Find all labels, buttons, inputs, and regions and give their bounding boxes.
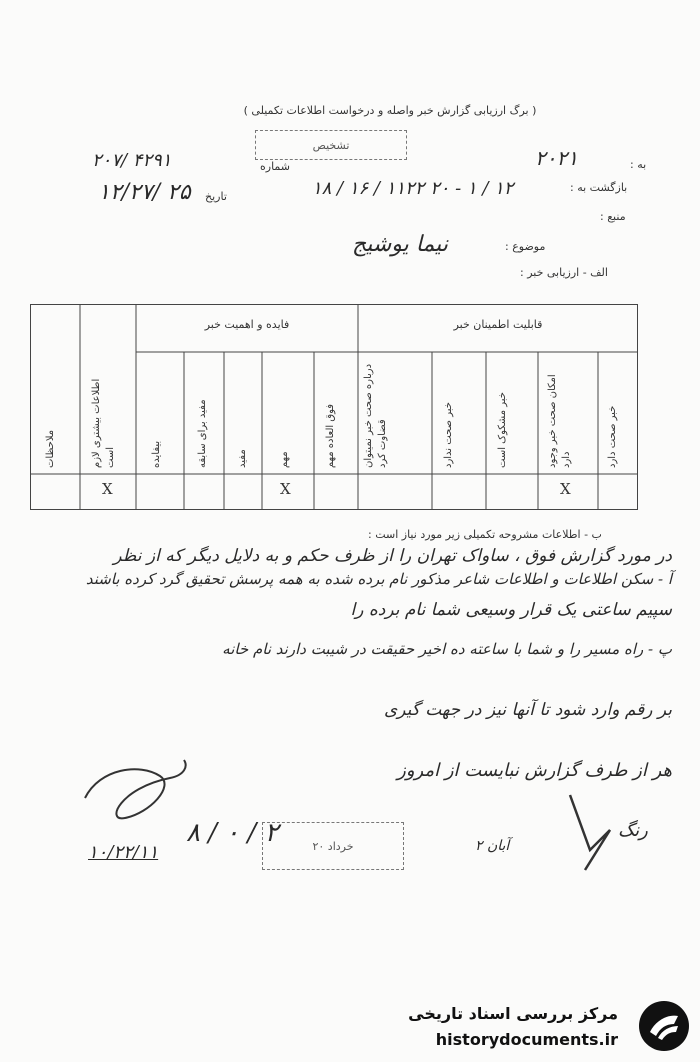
evaluation-label: الف - ارزیابی خبر : [520, 266, 608, 279]
col-label-very-important: فوق العاده مهم [325, 403, 336, 468]
body-line-4: پ - راه مسیر را و شما با ساعته ده اخیر حقیقت در شیبت دارند نام خانه [222, 640, 672, 658]
col-label-useless: بیفایده [151, 440, 162, 468]
date-label: تاریخ [205, 190, 227, 203]
col-label-unjudgeable: درباره صحت خبر نمیتوان قضاوت کرد [363, 363, 388, 468]
bottom-stamp [262, 822, 404, 870]
group-value: فایده و اهمیت خبر [204, 318, 290, 331]
signature-scribble-left [80, 758, 190, 828]
col-label-true: خبر صحت دارد [607, 405, 618, 468]
col-label-remarks: ملاحظات [45, 429, 56, 468]
col-label-false: خبر صحت ندارد [443, 402, 454, 468]
mark-possible: X [560, 480, 571, 498]
body-line-2: آ - سکن اطلاعات و اطلاعات شاعر مذکور نام برده شده به همه پرسش تحقیق گرد کرده باشند [85, 570, 672, 588]
handwritten-number-2: ۸ / ۰ / ۲ [186, 818, 279, 848]
form-title: ( برگ ارزیابی گزارش خبر واصله و درخواست اطلاعات تکمیلی ) [243, 104, 537, 117]
section-b-label: ب - اطلاعات مشروحه تکمیلی زیر مورد نیاز است : [368, 528, 602, 541]
footer-org-name: مرکز بررسی اسناد تاریخی [408, 1004, 618, 1023]
col-label-more-info: اطلاعات بیشتری لازم است [91, 378, 116, 468]
initials-2: آبان ۲ [475, 838, 510, 854]
signature-scribble-right [560, 790, 620, 880]
ref-value: ۱۸ / ۱۶ / ۱۱۲۲ ۲۰ - ۱ / ۱۲ [312, 178, 514, 199]
footer-website: historydocuments.ir [435, 1030, 618, 1049]
col-label-possible: امکان صحت خبر وجود دارد [547, 374, 572, 468]
subject-value: نیما یوشیج [352, 232, 448, 257]
to-value: ۲۰۲۱ [535, 146, 578, 170]
group-reliability: قابلیت اطمینان خبر [453, 318, 543, 331]
subject-label: موضوع : [505, 240, 546, 253]
archive-logo-icon [638, 1000, 690, 1052]
mark-more-info: X [102, 480, 113, 498]
top-stamp-text: تشخیص [312, 138, 350, 152]
source-label: منبع : [600, 210, 626, 223]
col-label-important: مهم [279, 451, 290, 468]
date-value: ۱۲/۲۷/ ۲۵ [98, 180, 191, 205]
col-label-useful: مفید [237, 449, 248, 468]
body-line-5: بر رقم وارد شود تا آنها نیز در جهت گیری [383, 700, 672, 720]
bottom-stamp-text: ۲۰ خرداد [312, 839, 354, 853]
handwritten-number-1: ۱۰/۲۲/۱۱ [88, 842, 159, 863]
body-line-3: سپیم ساعتی یک قرار وسیعی شما نام برده را [350, 600, 672, 620]
to-label: به : [630, 158, 647, 171]
closing-line: هر از طرف گزارش نبایست از امروز [397, 760, 672, 781]
evaluation-table [30, 304, 638, 510]
number-label: شماره [260, 160, 291, 173]
col-label-doubtful: خبر مشکوک است [497, 392, 508, 468]
col-label-useful-record: مفید برای سابقه [197, 399, 208, 468]
body-line-1: در مورد گزارش فوق ، ساواک تهران را از ظرف حکم و به دلایل دیگر که از نظر [113, 546, 672, 566]
top-stamp [255, 130, 407, 160]
number-value: ۲۰۷/ ۴۲۹۱ [92, 150, 172, 171]
initials-1: رنگ [618, 820, 648, 841]
mark-important: X [280, 480, 291, 498]
ref-label: بازگشت به : [570, 181, 628, 194]
